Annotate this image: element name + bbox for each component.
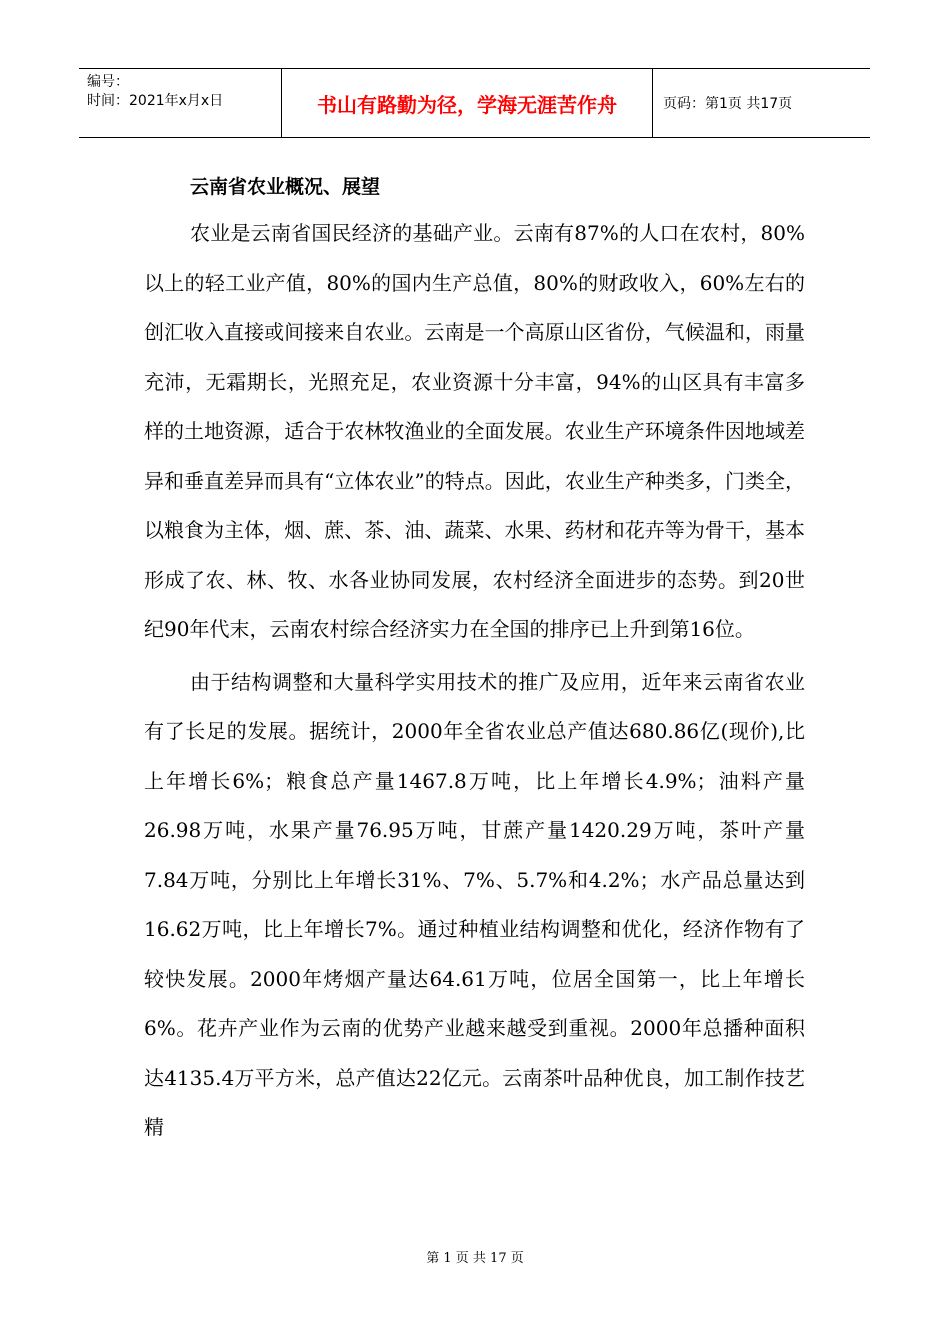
paragraph: 农业是云南省国民经济的基础产业。云南有87%的人口在农村，80%以上的轻工业产值，80%的国内生产总值，80%的财政收入，60%左右的创汇收入直接或间接来自农业。云南是一个高原山区省份，气候温和，雨量充沛，无霜期长，光照充足，农业资源十分丰富，94%的山区具有丰富多样的土地资源，适合于农林牧渔业的全面发展。农业生产环境条件因地域差异和垂直差异而具有“立体农业”的特点。因此，农业生产种类多，门类全，以粮食为主体，烟、蔗、茶、油、蔬菜、水果、药材和花卉等为骨干，基本形成了农、林、牧、水各业协同发展，农村经济全面进步的态势。到20世纪90年代末，云南农村综合经济实力在全国的排序已上升到第16位。	[144, 221, 805, 641]
document-time-label: 时间：2021年x月x日	[87, 93, 224, 109]
paragraph: 由于结构调整和大量科学实用技术的推广及应用，近年来云南省农业有了长足的发展。据统计，2000年全省农业总产值达680.86亿(现价),比上年增长6%；粮食总产量1467.8万吨，比上年增长4.9%；油料产量26.98万吨，水果产量76.95万吨，甘蔗产量1420.29万吨，茶叶产量7.84万吨，分别比上年增长31%、7%、5.7%和4.2%；水产品总量达到16.62万吨，比上年增长7%。通过种植业结构调整和优化，经济作物有了较快发展。2000年烤烟产量达64.61万吨，位居全国第一，比上年增长6%。花卉产业作为云南的优势产业越来越受到重视。2000年总播种面积达4135.4万平方米，总产值达22亿元。云南茶叶品种优良，加工制作技艺精	[144, 669, 805, 1139]
document-body	[144, 165, 805, 1156]
page-footer: 第 1 页 共 17 页	[426, 1251, 524, 1266]
header-page-info: 页码：第1页 共17页	[663, 96, 793, 112]
document-number-label: 编号：	[87, 74, 129, 90]
document-title: 云南省农业概况、展望	[190, 176, 381, 198]
header-motto: 书山有路勤为径，学海无涯苦作舟	[282, 69, 653, 137]
page-header	[79, 68, 870, 138]
header-meta	[79, 69, 282, 137]
